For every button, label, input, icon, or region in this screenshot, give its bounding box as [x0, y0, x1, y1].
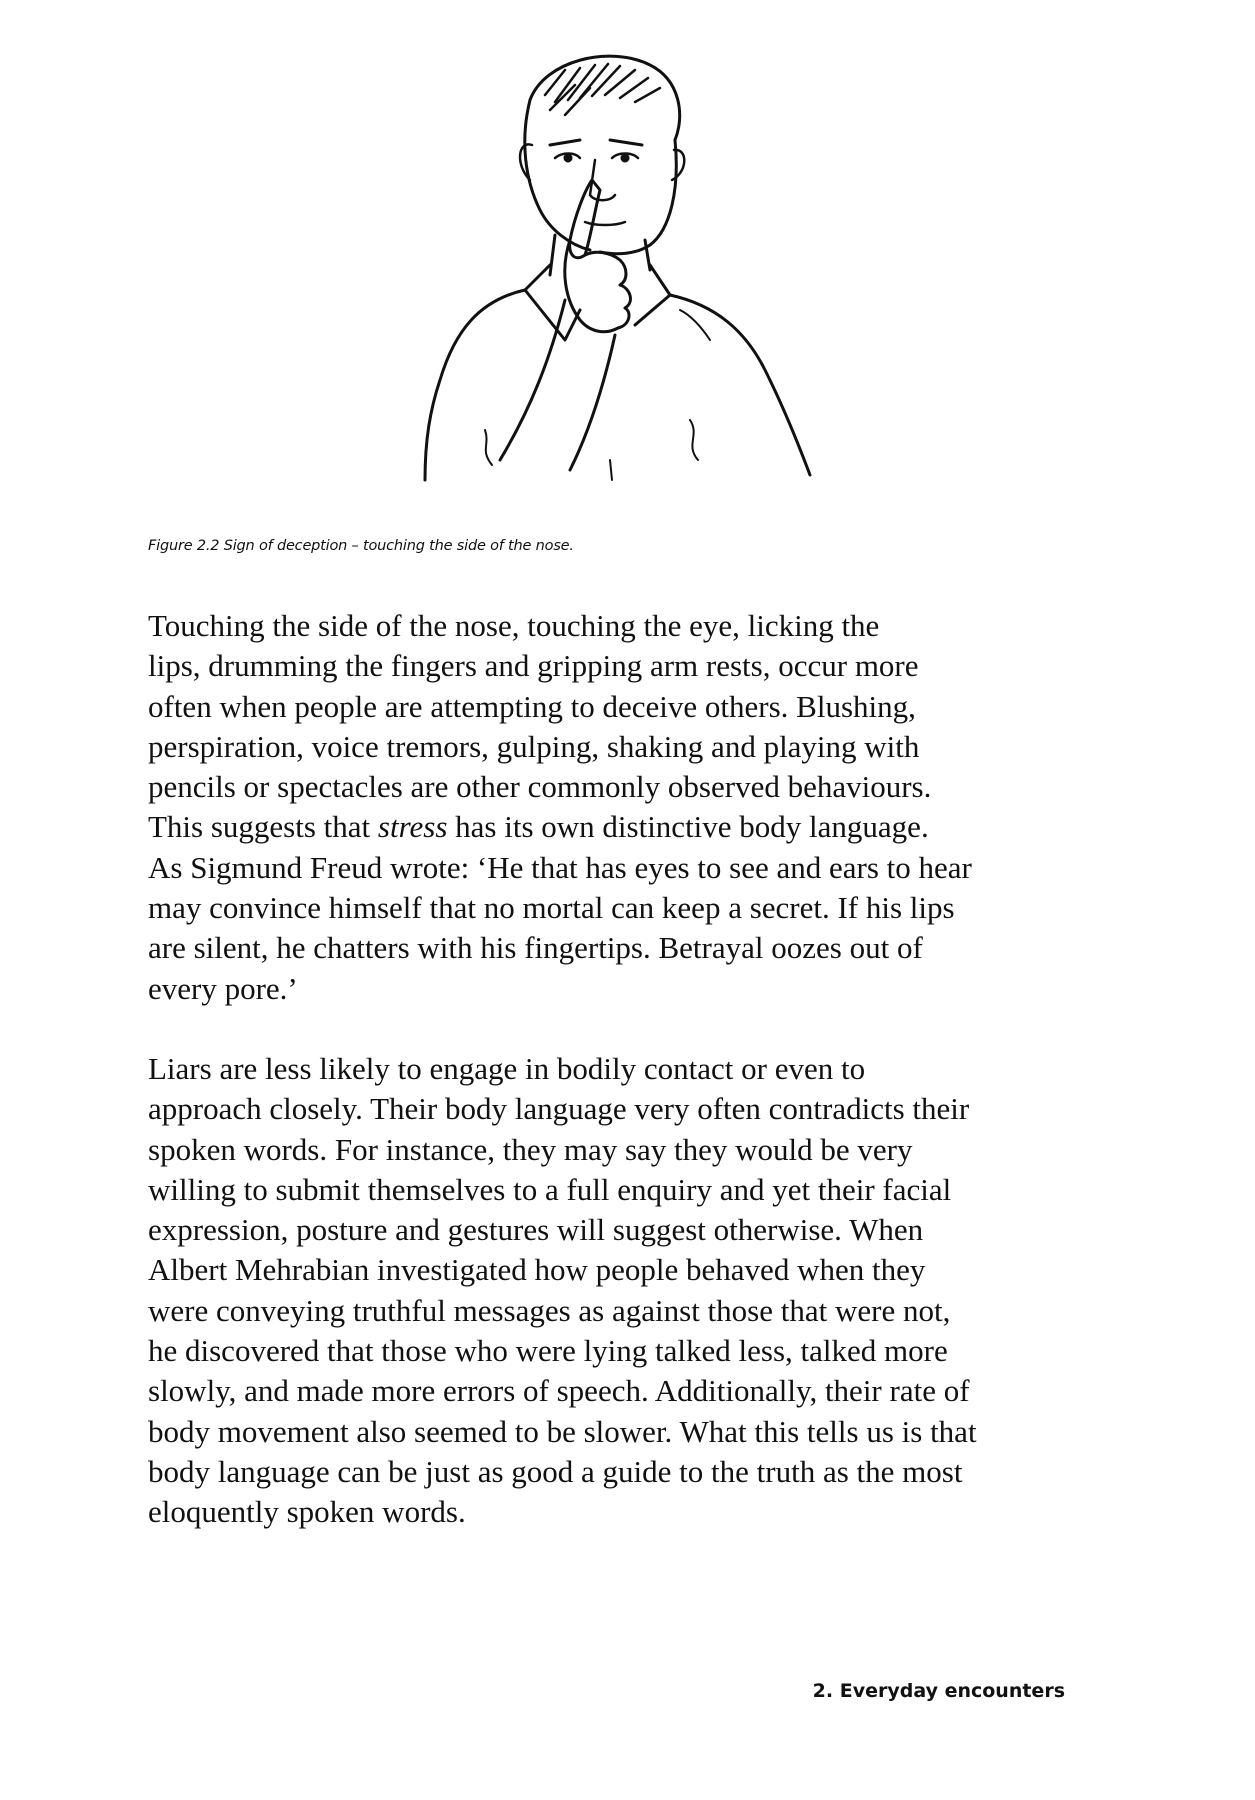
- man-touching-nose-illustration: [380, 40, 860, 520]
- hand-fingers: [585, 252, 630, 328]
- text-line: body movement also seemed to be slower. What this tells us is that: [148, 1413, 977, 1449]
- text-line: lips, drumming the fingers and gripping arm rests, occur more: [148, 648, 919, 684]
- index-finger: [570, 180, 600, 258]
- pupil-right: [622, 155, 628, 161]
- ear-right: [672, 150, 684, 180]
- eyebrow-right: [610, 140, 642, 145]
- collar-right: [635, 265, 670, 325]
- shirt-fold-2: [485, 430, 492, 465]
- forearm-left: [500, 300, 565, 460]
- text-segment: This suggests that: [148, 809, 378, 845]
- figure-illustration: [380, 40, 860, 520]
- text-line: Liars are less likely to engage in bodily contact or even to: [148, 1050, 866, 1086]
- shirt-crease: [680, 310, 710, 340]
- text-line: eloquently spoken words.: [148, 1494, 466, 1530]
- text-line: spoken words. For instance, they may say they would be very: [148, 1131, 913, 1167]
- running-footer-chapter: 2. Everyday encounters: [812, 1680, 1065, 1702]
- text-segment: has its own distinctive body language.: [447, 809, 929, 845]
- text-line: were conveying truthful messages as against those that were not,: [148, 1292, 951, 1328]
- shoulder-right: [670, 295, 810, 475]
- figure-caption: Figure 2.2 Sign of deception – touching the side of the nose.: [148, 538, 574, 554]
- text-line: often when people are attempting to deceive others. Blushing,: [148, 688, 916, 724]
- paragraph-2: [148, 1049, 1128, 1533]
- body-text: [148, 606, 1128, 1573]
- shoulder-left: [425, 290, 525, 480]
- text-line: are silent, he chatters with his fingertips. Betrayal oozes out of: [148, 930, 923, 966]
- eyebrow-left: [550, 140, 580, 145]
- shirt-button: [610, 460, 612, 480]
- text-line: approach closely. Their body language very often contradicts their: [148, 1091, 970, 1127]
- pupil-left: [565, 155, 571, 161]
- text-line: every pore.’: [148, 970, 298, 1006]
- text-line: Touching the side of the nose, touching the eye, licking the: [148, 608, 880, 643]
- text-line: willing to submit themselves to a full enquiry and yet their facial: [148, 1171, 952, 1207]
- hair-shading: [545, 64, 660, 115]
- text-line: body language can be just as good a guide to the truth as the most: [148, 1453, 963, 1489]
- text-line: perspiration, voice tremors, gulping, shaking and playing with: [148, 728, 920, 764]
- text-line: expression, posture and gestures will suggest otherwise. When: [148, 1212, 924, 1248]
- emphasis-stress: stress: [377, 809, 448, 845]
- text-line: [148, 807, 1128, 847]
- forearm-right: [570, 335, 615, 470]
- text-line: he discovered that those who were lying talked less, talked more: [148, 1333, 948, 1369]
- paragraph-1: [148, 606, 1128, 1009]
- text-line: As Sigmund Freud wrote: ‘He that has eyes to see and ears to hear: [148, 849, 972, 885]
- shirt-fold-1: [690, 420, 698, 460]
- text-line: may convince himself that no mortal can keep a secret. If his lips: [148, 890, 955, 926]
- text-line: pencils or spectacles are other commonly observed behaviours.: [148, 769, 932, 805]
- text-line: Albert Mehrabian investigated how people behaved when they: [148, 1252, 926, 1288]
- neck-left: [550, 235, 555, 275]
- head-left: [525, 100, 590, 250]
- text-line: slowly, and made more errors of speech. Additionally, their rate of: [148, 1373, 970, 1409]
